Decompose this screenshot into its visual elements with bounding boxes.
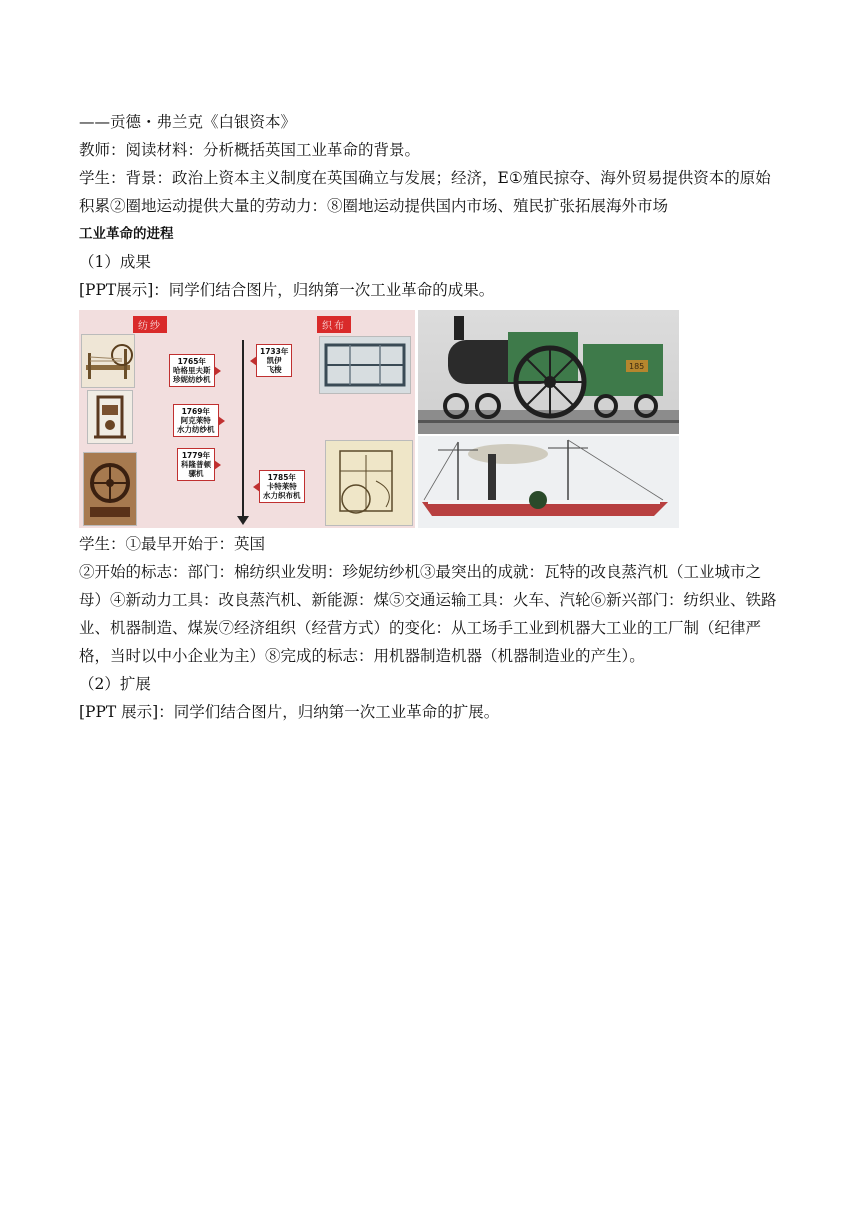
event-year: 1769年	[181, 407, 210, 416]
weaving-tag: 织布	[317, 316, 351, 333]
expansion-ppt-prompt: [PPT 展示]：同学们结合图片，归纳第一次工业革命的扩展。	[79, 703, 500, 721]
timeline-arrow-icon	[237, 516, 249, 525]
industrial-revolution-figure	[79, 310, 679, 528]
spinning-mule-image	[83, 452, 137, 526]
flying-shuttle-loom-image	[319, 336, 411, 394]
event-year: 1765年	[177, 357, 206, 366]
event-invention: 飞梭	[266, 365, 282, 374]
event-year: 1785年	[267, 473, 296, 482]
spinning-jenny-image	[81, 334, 135, 388]
event-water-frame	[173, 404, 219, 437]
event-person: 科隆普顿	[181, 460, 211, 469]
student-answer-details: ②开始的标志：部门：棉纺织业发明：珍妮纺纱机③最突出的成就：瓦特的改良蒸汽机（工业城市之母）④新动力工具：改良蒸汽机、新能源：煤⑤交通运输工具：火车、汽轮⑥新兴部门：纺织业、铁路业、机器制造、煤炭⑦经济组织（经营方式）的变化：从工场手工业到机器大工业的工厂制（纪律严格，当时以中小企业为主）⑧完成的标志：用机器制造机器（机器制造业的产生）。	[79, 563, 777, 665]
achievements-subheading: （1）成果	[79, 253, 151, 271]
water-frame-image	[87, 390, 133, 444]
student-answer-origin: 学生：①最早开始于：英国	[79, 535, 266, 553]
textile-timeline-panel	[79, 310, 415, 528]
event-person: 哈格里夫斯	[173, 366, 211, 375]
teacher-prompt: 教师：阅读材料：分析概括英国工业革命的背景。	[79, 141, 421, 159]
event-power-loom	[259, 470, 305, 503]
event-invention: 水力织布机	[263, 491, 301, 500]
achievements-ppt-prompt: [PPT展示]：同学们结合图片，归纳第一次工业革命的成果。	[79, 281, 495, 299]
event-person: 凯伊	[266, 356, 282, 365]
event-year: 1733年	[260, 347, 289, 356]
event-flying-shuttle	[256, 344, 292, 377]
expansion-subheading: （2）扩展	[79, 675, 151, 693]
event-person: 阿克莱特	[180, 416, 211, 425]
quote-source: ——贡德・弗兰克《白银资本》	[79, 113, 297, 131]
event-invention: 珍妮纺纱机	[173, 375, 211, 384]
timeline-axis	[242, 340, 244, 520]
event-spinning-jenny	[169, 354, 215, 387]
event-invention: 骡机	[188, 469, 204, 478]
student-background: 学生：背景：政治上资本主义制度在英国确立与发展；经济，E①殖民掠夺、海外贸易提供资本的原始积累②圈地运动提供大量的劳动力：⑧圈地运动提供国内市场、殖民扩张拓展海外市场	[79, 169, 771, 215]
event-year: 1779年	[181, 451, 211, 460]
event-person: 卡特莱特	[266, 482, 297, 491]
train-number-plate: 185	[629, 362, 645, 371]
power-loom-drawing-image	[325, 440, 413, 526]
steamship-image	[418, 436, 679, 528]
spinning-tag: 纺纱	[133, 316, 167, 333]
steam-locomotive-image	[418, 310, 679, 434]
section-heading: 工业革命的进程	[79, 226, 174, 242]
event-spinning-mule	[177, 448, 215, 481]
document-body	[79, 108, 783, 726]
event-invention: 水力纺纱机	[177, 425, 215, 434]
